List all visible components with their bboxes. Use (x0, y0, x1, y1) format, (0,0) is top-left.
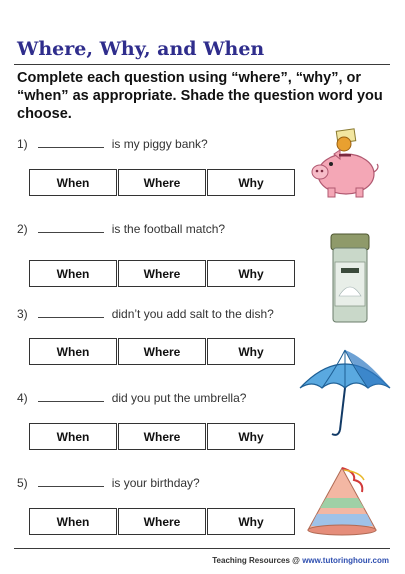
footer (212, 556, 389, 565)
option-when[interactable]: When (29, 260, 117, 287)
answer-blank[interactable] (38, 309, 104, 318)
question-5 (17, 476, 200, 490)
option-where[interactable]: Where (118, 508, 206, 535)
option-why[interactable]: Why (207, 508, 295, 535)
option-why[interactable]: Why (207, 260, 295, 287)
umbrella-icon (296, 348, 394, 440)
option-when[interactable]: When (29, 338, 117, 365)
question-4 (17, 391, 246, 405)
option-where[interactable]: Where (118, 338, 206, 365)
question-number: 5) (17, 476, 28, 490)
page-title: Where, Why, and When (17, 38, 265, 60)
footer-divider (14, 548, 390, 549)
question-text: is the football match? (111, 222, 226, 236)
options-4 (29, 423, 293, 450)
question-3 (17, 307, 274, 321)
question-text: didn’t you add salt to the dish? (111, 307, 274, 321)
options-1 (29, 169, 293, 196)
option-why[interactable]: Why (207, 338, 295, 365)
footer-prefix: Teaching Resources @ (212, 556, 300, 565)
answer-blank[interactable] (38, 224, 104, 233)
option-when[interactable]: When (29, 508, 117, 535)
question-number: 2) (17, 222, 28, 236)
answer-blank[interactable] (38, 478, 104, 487)
option-why[interactable]: Why (207, 169, 295, 196)
options-5 (29, 508, 293, 535)
option-why[interactable]: Why (207, 423, 295, 450)
question-number: 3) (17, 307, 28, 321)
question-number: 4) (17, 391, 28, 405)
footer-link[interactable]: www.tutoringhour.com (302, 556, 389, 565)
option-where[interactable]: Where (118, 260, 206, 287)
option-when[interactable]: When (29, 169, 117, 196)
question-number: 1) (17, 137, 28, 151)
title-divider (14, 64, 390, 65)
party-hat-icon (302, 464, 390, 540)
option-when[interactable]: When (29, 423, 117, 450)
salt-shaker-icon (327, 232, 373, 326)
options-3 (29, 338, 293, 365)
question-2 (17, 222, 225, 236)
options-2 (29, 260, 293, 287)
answer-blank[interactable] (38, 393, 104, 402)
answer-blank[interactable] (38, 139, 104, 148)
question-1 (17, 137, 208, 151)
option-where[interactable]: Where (118, 423, 206, 450)
question-text: is your birthday? (111, 476, 200, 490)
piggy-bank-icon (306, 128, 382, 204)
question-text: did you put the umbrella? (111, 391, 247, 405)
question-text: is my piggy bank? (111, 137, 208, 151)
instructions: Complete each question using “where”, “why”, or “when” as appropriate. Shade the question word you choose. (17, 70, 383, 122)
option-where[interactable]: Where (118, 169, 206, 196)
